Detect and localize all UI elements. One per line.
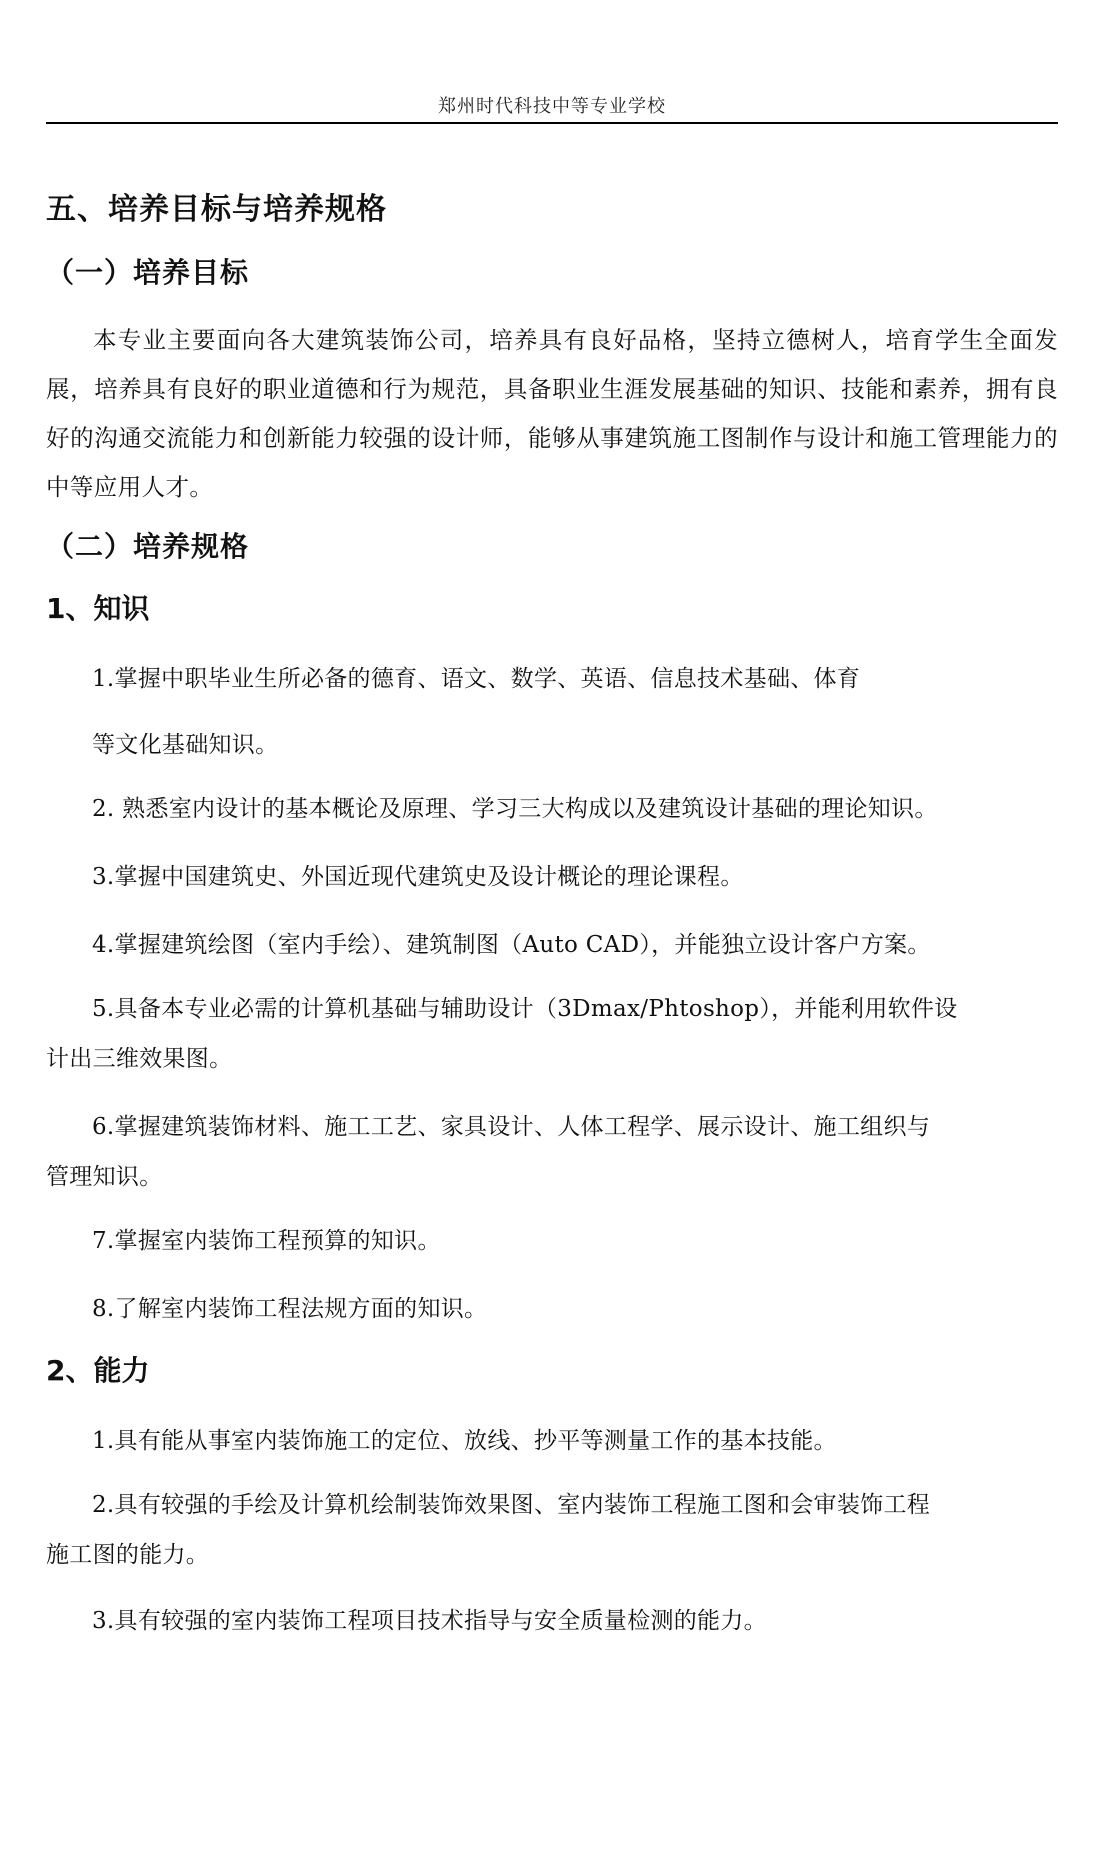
knowledge-item-text: 5.具备本专业必需的计算机基础与辅助设计（3Dmax/Phtoshop），并能利用软件设 [92,996,958,1022]
knowledge-item-text: 1.掌握中职毕业生所必备的德育、语文、数学、英语、信息技术基础、体育 [92,666,861,692]
knowledge-item [46,1212,1058,1270]
ability-heading: 2、能力 [46,1354,150,1387]
ability-item-text: 2.具有较强的手绘及计算机绘制装饰效果图、室内装饰工程施工图和会审装饰工程 [92,1492,931,1518]
knowledge-item [46,984,1058,1084]
knowledge-heading: 1、知识 [46,592,150,625]
ability-item [46,1480,1058,1580]
ability-item-continuation: 施工图的能力。 [46,1542,210,1568]
knowledge-item-continuation: 计出三维效果图。 [46,1046,233,1072]
knowledge-item [46,650,1058,774]
knowledge-item-continuation: 等文化基础知识。 [92,732,279,758]
knowledge-item-text: 4.掌握建筑绘图（室内手绘）、建筑制图（Auto CAD），并能独立设计客户方案。 [92,932,931,958]
knowledge-item-text: 2. 熟悉室内设计的基本概论及原理、学习三大构成以及建筑设计基础的理论知识。 [92,796,938,822]
knowledge-item [46,916,1058,974]
spec-heading: （二）培养规格 [46,530,250,563]
knowledge-item-text: 6.掌握建筑装饰材料、施工工艺、家具设计、人体工程学、展示设计、施工组织与 [92,1114,931,1140]
running-header: 郑州时代科技中等专业学校 [438,96,666,117]
goal-paragraph: 本专业主要面向各大建筑装饰公司，培养具有良好品格，坚持立德树人，培育学生全面发展，培养具有良好的职业道德和行为规范，具备职业生涯发展基础的知识、技能和素养，拥有良好的沟通交流能力和创新能力较强的设计师，能够从事建筑施工图制作与设计和施工管理能力的中等应用人才。 [46,326,1058,501]
knowledge-item [46,780,1058,838]
knowledge-item [46,1102,1058,1202]
knowledge-item-text: 7.掌握室内装饰工程预算的知识。 [92,1228,441,1254]
knowledge-item-continuation: 管理知识。 [46,1164,163,1190]
ability-item [46,1592,1058,1650]
knowledge-item [46,1280,1058,1338]
goal-heading: （一）培养目标 [46,256,250,289]
page-content [46,190,1058,1660]
knowledge-item-text: 8.了解室内装饰工程法规方面的知识。 [92,1296,488,1322]
ability-item [46,1412,1058,1470]
ability-item-text: 1.具有能从事室内装饰施工的定位、放线、抄平等测量工作的基本技能。 [92,1428,837,1454]
header-rule [46,122,1058,124]
knowledge-item-text: 3.掌握中国建筑史、外国近现代建筑史及设计概论的理论课程。 [92,864,744,890]
ability-item-text: 3.具有较强的室内装饰工程项目技术指导与安全质量检测的能力。 [92,1608,767,1634]
knowledge-item [46,848,1058,906]
section-title: 五、培养目标与培养规格 [46,192,387,227]
